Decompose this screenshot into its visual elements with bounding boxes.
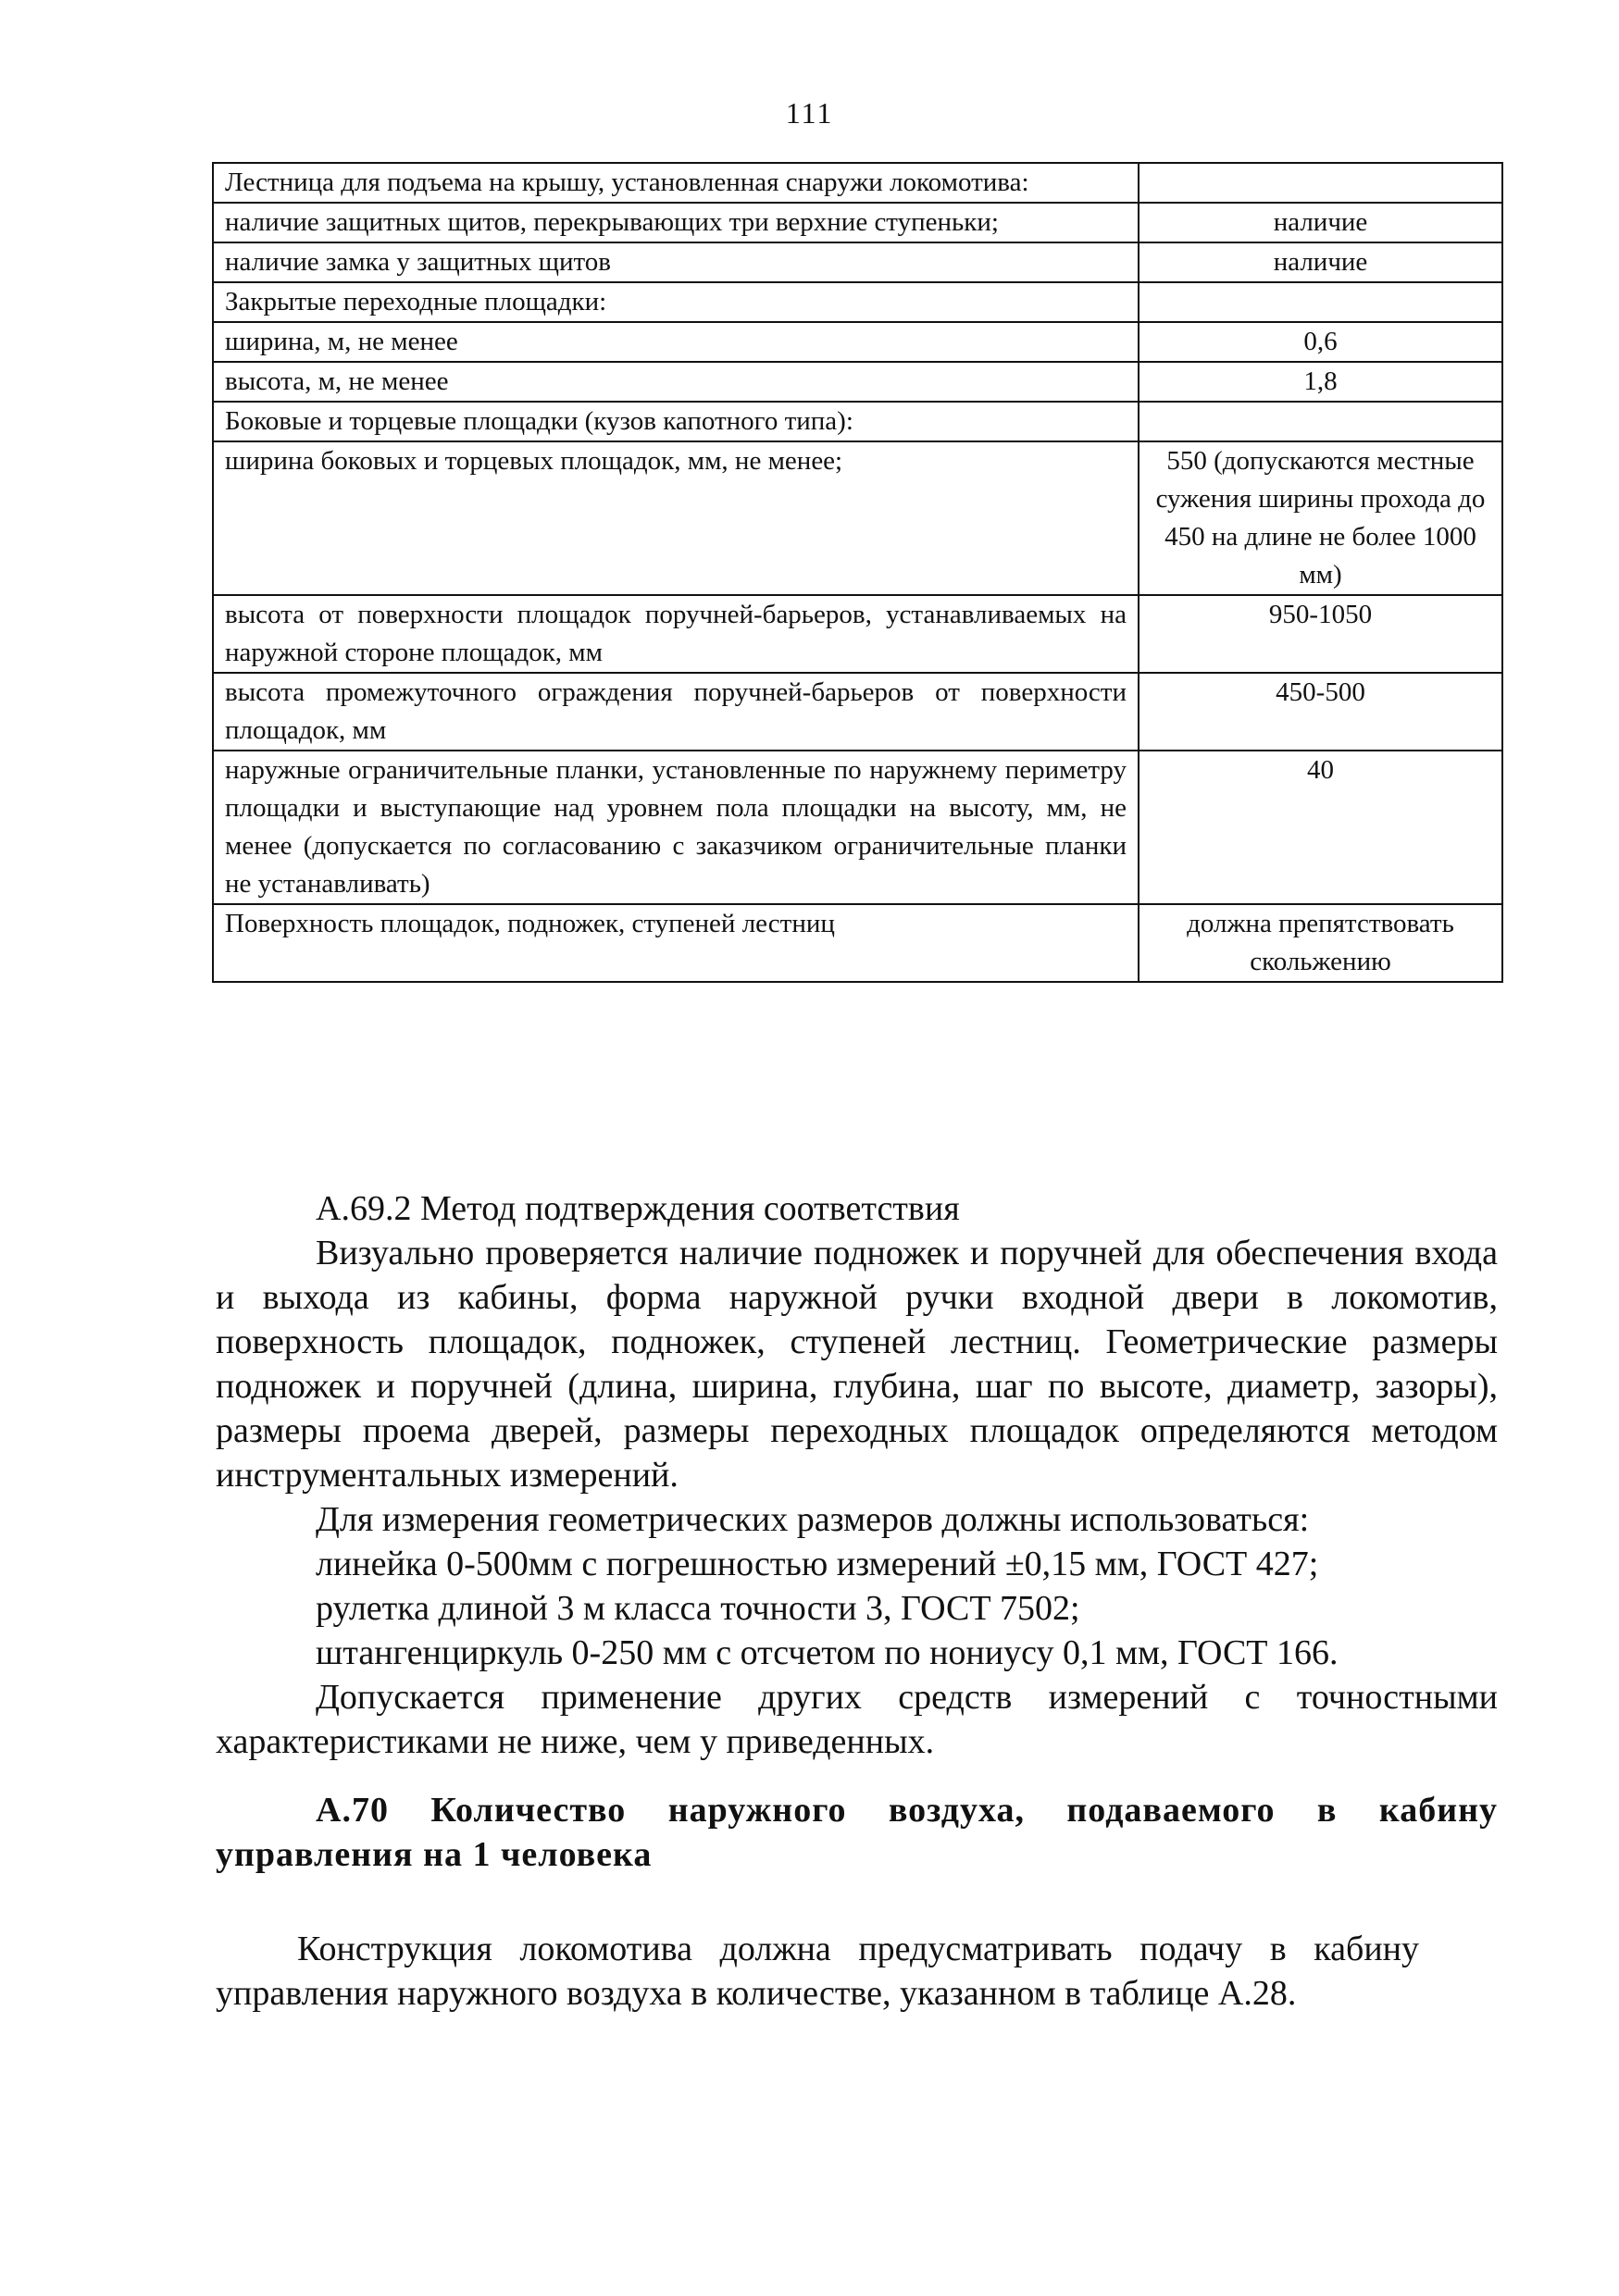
table-row xyxy=(213,282,1502,322)
section-69-2 xyxy=(216,1186,1498,1764)
paragraph: Конструкция локомотива должна предусматривать подачу в кабину управления наружного воздуха в количестве, указанном в таблице А.28. xyxy=(216,1930,1419,2013)
value-cell: 0,6 xyxy=(1139,322,1502,362)
paragraph: Допускается применение других средств измерений с точностными характеристиками не ниже, чем у приведенных. xyxy=(216,1678,1498,1761)
param-cell: ширина боковых и торцевых площадок, мм, не менее; xyxy=(213,441,1139,595)
param-cell: ширина, м, не менее xyxy=(213,322,1139,362)
table-row xyxy=(213,203,1502,242)
value-cell xyxy=(1139,402,1502,441)
param-cell: наличие защитных щитов, перекрывающих три верхние ступеньки; xyxy=(213,203,1139,242)
param-cell: наружные ограничительные планки, установленные по наружнему периметру площадки и выступающие над уровнем пола площадки на высоту, мм, не менее (допускается по согласованию с заказчиком ограничительные планки не устанавливать) xyxy=(213,751,1139,904)
table-row xyxy=(213,673,1502,751)
tool-item: рулетка длиной 3 м класса точности 3, ГОСТ 7502; xyxy=(316,1589,1080,1628)
section-title: А.69.2 Метод подтверждения соответствия xyxy=(316,1189,960,1228)
table-row xyxy=(213,242,1502,282)
value-cell: 1,8 xyxy=(1139,362,1502,402)
param-cell: высота от поверхности площадок поручней-барьеров, устанавливаемых на наружной стороне площадок, мм xyxy=(213,595,1139,673)
value-cell xyxy=(1139,163,1502,203)
paragraph: Визуально проверяется наличие подножек и поручней для обеспечения входа и выхода из кабины, форма наружной ручки входной двери в локомотив, поверхность площадок, подножек, ступеней лестниц. Геометрические размеры подножек и поручней (длина, ширина, глубина, шаг по высоте, диаметр, зазоры), размеры проема дверей, размеры переходных площадок определяются методом инструментальных измерений. xyxy=(216,1234,1498,1495)
value-cell: должна препятствовать скольжению xyxy=(1139,904,1502,982)
param-cell: Поверхность площадок, подножек, ступеней лестниц xyxy=(213,904,1139,982)
param-cell: высота промежуточного ограждения поручней-барьеров от поверхности площадок, мм xyxy=(213,673,1139,751)
tool-item: линейка 0-500мм с погрешностью измерений ±0,15 мм, ГОСТ 427; xyxy=(316,1545,1319,1583)
value-cell: наличие xyxy=(1139,242,1502,282)
table-row xyxy=(213,441,1502,595)
table-row xyxy=(213,595,1502,673)
tool-item: штангенциркуль 0-250 мм с отсчетом по нониусу 0,1 мм, ГОСТ 166. xyxy=(316,1633,1339,1672)
paragraph: Для измерения геометрических размеров должны использоваться: xyxy=(316,1500,1310,1539)
table-row xyxy=(213,402,1502,441)
requirements-table xyxy=(212,162,1503,983)
table-row xyxy=(213,322,1502,362)
table-row xyxy=(213,904,1502,982)
value-cell: 550 (допускаются местные сужения ширины прохода до 450 на длине не более 1000 мм) xyxy=(1139,441,1502,595)
value-cell: 950-1050 xyxy=(1139,595,1502,673)
section-heading: А.70 Количество наружного воздуха, подаваемого в кабину управления на 1 человека xyxy=(216,1791,1498,1874)
value-cell: 450-500 xyxy=(1139,673,1502,751)
param-cell: наличие замка у защитных щитов xyxy=(213,242,1139,282)
param-cell: Боковые и торцевые площадки (кузов капотного типа): xyxy=(213,402,1139,441)
table-row xyxy=(213,751,1502,904)
table-row xyxy=(213,362,1502,402)
section-70 xyxy=(216,1788,1498,1877)
value-cell: 40 xyxy=(1139,751,1502,904)
value-cell xyxy=(1139,282,1502,322)
section-70-body xyxy=(216,1927,1419,2016)
param-cell: Закрытые переходные площадки: xyxy=(213,282,1139,322)
param-cell: Лестница для подъема на крышу, установленная снаружи локомотива: xyxy=(213,163,1139,203)
page-number: 111 xyxy=(785,96,834,130)
param-cell: высота, м, не менее xyxy=(213,362,1139,402)
table-row xyxy=(213,163,1502,203)
value-cell: наличие xyxy=(1139,203,1502,242)
